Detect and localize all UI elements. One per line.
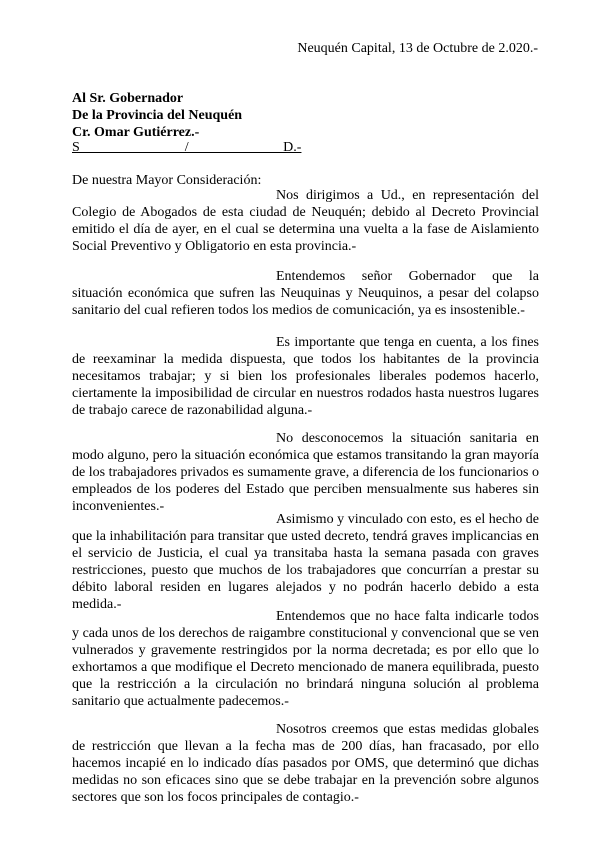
- paragraph-1: Nos dirigimos a Ud., en representación del Colegio de Abogados de esta ciudad de Neuquén; debido al Decreto Provincial emitido el día de ayer, en el cual se determina una vuelta a la fase de Aislamiento Social Preventivo y Obligatorio en esta provincia.-: [72, 188, 539, 254]
- recipient-block: [72, 90, 242, 141]
- recipient-province: De la Provincia del Neuquén: [72, 108, 243, 123]
- sd-line: S / D.-: [72, 140, 302, 155]
- paragraph-6: Entendemos que no hace falta indicarle todos y cada unos de los derechos de raigambre constitucional y convencional que se ven vulnerados y gravemente restringidos por la norma decretada; es por ello que lo exhortamos a que modifique el Decreto mencionado de manera equilibrada, puesto que la restricción a la circulación no brindará ninguna solución al problema sanitario que actualmente padecemos.-: [72, 609, 539, 709]
- greeting: De nuestra Mayor Consideración:: [72, 173, 262, 188]
- recipient-title: Al Sr. Gobernador: [72, 91, 184, 106]
- recipient-name: Cr. Omar Gutiérrez.-: [72, 125, 200, 140]
- paragraph-3: Es importante que tenga en cuenta, a los fines de reexaminar la medida dispuesta, que todos los habitantes de la provincia necesitamos trabajar; y si bien los profesionales liberales podemos hacerlo, ciertamente la imposibilidad de circular en nuestros rodados hasta nuestros lugares de trabajo carece de razonabilidad alguna.-: [72, 335, 539, 418]
- paragraph-2: Entendemos señor Gobernador que la situación económica que sufren las Neuquinas y Neuquinos, a pesar del colapso sanitario del cual refieren todos los medios de comunicación, ya es insostenible.-: [72, 269, 539, 318]
- paragraph-7: Nosotros creemos que estas medidas globales de restricción que llevan a la fecha mas de 200 días, han fracasado, por ello hacemos incapié en lo indicado días pasados por OMS, que determinó que dichas medidas no son eficaces sino que se debe trabajar en la prevención sobre algunos sectores que son los focos principales de contagio.-: [72, 722, 539, 805]
- paragraph-4: No desconocemos la situación sanitaria en modo alguno, pero la situación económica que estamos transitando la gran mayoría de los trabajadores privados es sumamente grave, a diferencia de los funcionarios o empleados de los poderes del Estado que perciben mensualmente sus haberes sin inconvenientes.-: [72, 431, 539, 514]
- date-line: Neuquén Capital, 13 de Octubre de 2.020.-: [297, 41, 538, 56]
- paragraph-5: Asimismo y vinculado con esto, es el hecho de que la inhabilitación para transitar que usted decreto, tendrá graves implicancias en el servicio de Justicia, el cual ya transitaba hasta la semana pasada con graves restricciones, puesto que muchos de los trabajadores que concurrían a prestar su débito laboral residen en lugares alejados y no podrán hacerlo debido a esta medida.-: [72, 512, 539, 612]
